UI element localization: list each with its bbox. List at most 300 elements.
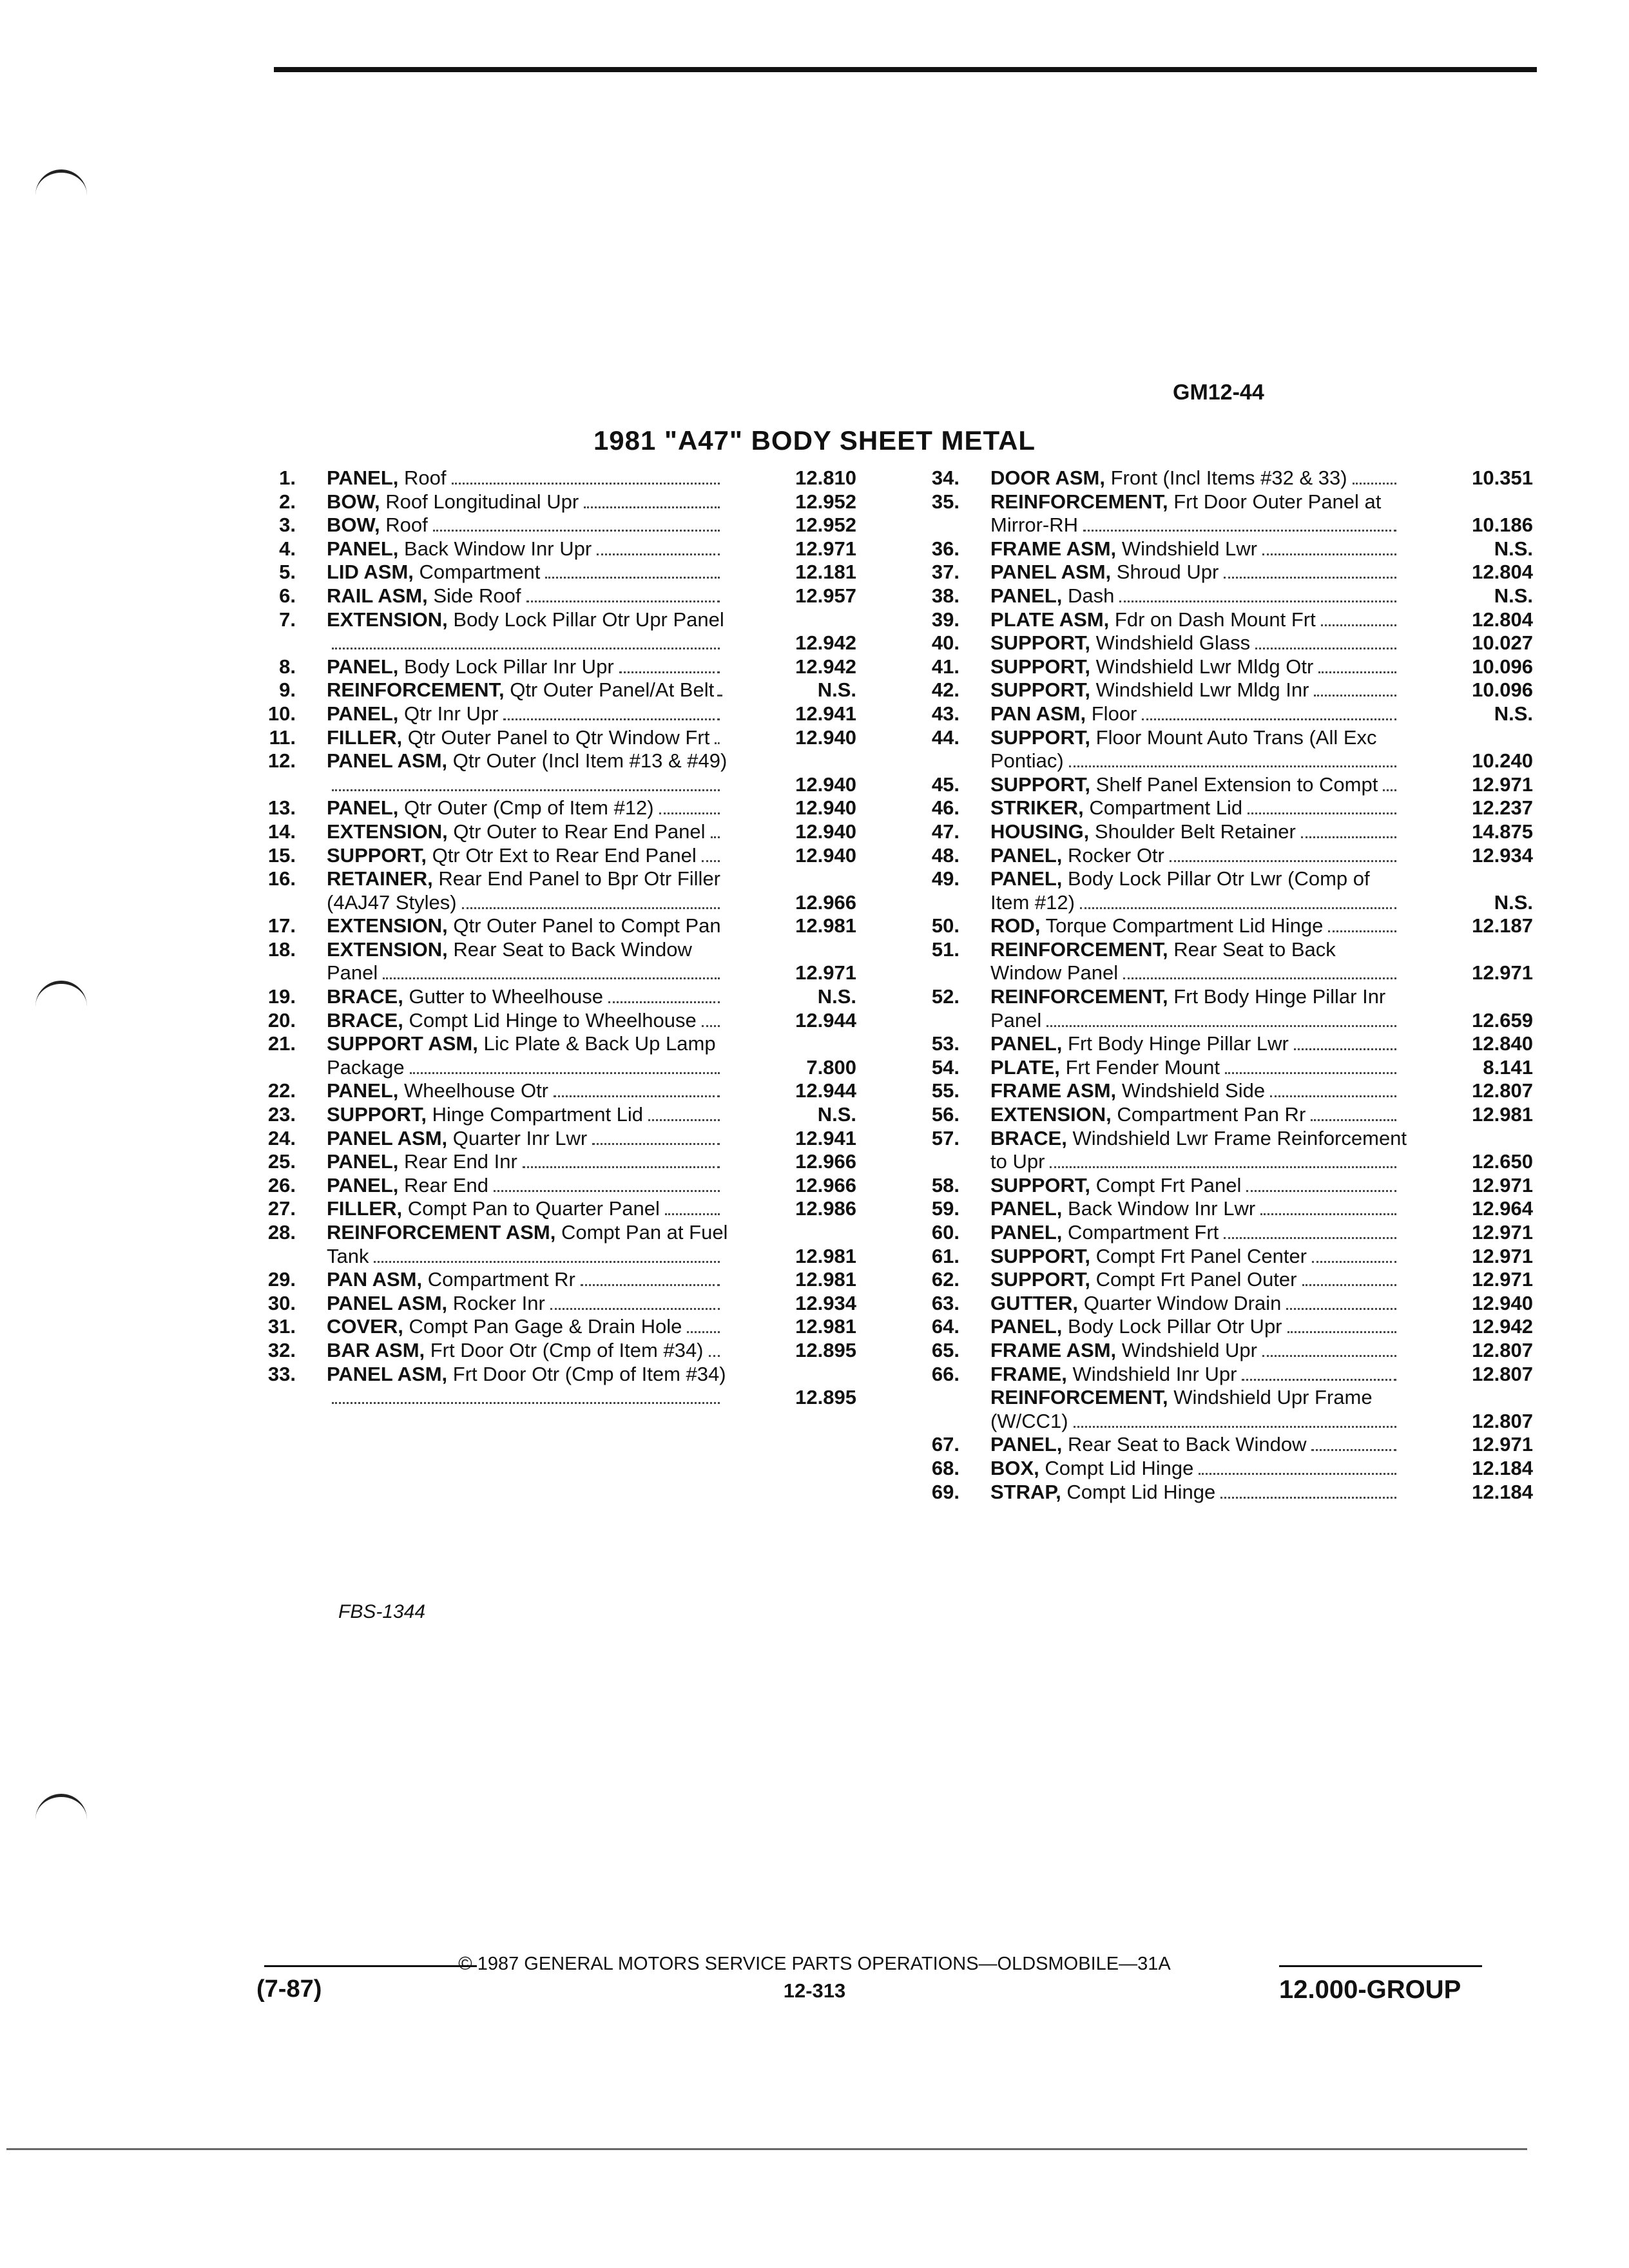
part-number: 53. xyxy=(931,1032,959,1055)
part-description xyxy=(990,1103,1408,1127)
part-detail: Dash xyxy=(1068,584,1115,607)
dot-leader xyxy=(1311,1449,1396,1451)
group-value: 12.981 xyxy=(795,1244,856,1267)
group-value: 12.981 xyxy=(795,1268,856,1291)
group-value: 12.944 xyxy=(795,1008,856,1032)
dot-leader xyxy=(1050,1166,1396,1168)
part-number: 67. xyxy=(931,1433,959,1456)
part-detail: Compt Lid Hinge xyxy=(1066,1480,1216,1503)
part-item xyxy=(255,584,860,608)
dot-leader xyxy=(1170,860,1396,862)
part-description xyxy=(327,867,731,914)
part-name: PANEL, xyxy=(990,1032,1063,1055)
part-name: PANEL, xyxy=(990,1315,1063,1338)
part-detail: Body Lock Pillar Inr Upr xyxy=(404,655,614,678)
part-description xyxy=(327,820,731,844)
part-detail: Rocker Otr xyxy=(1068,843,1164,867)
part-detail: Front (Incl Items #32 & 33) xyxy=(1110,466,1347,489)
part-description xyxy=(327,608,731,655)
part-detail: Body Lock Pillar Otr Upr Panel xyxy=(453,608,724,631)
part-name: PANEL, xyxy=(327,466,399,489)
dot-leader xyxy=(1074,1426,1396,1428)
group-value: 12.934 xyxy=(795,1291,856,1314)
part-description xyxy=(990,1315,1408,1339)
group-value: 14.875 xyxy=(1472,820,1533,843)
part-detail: Rear End Panel to Bpr Otr Filler (4AJ47 Styles) xyxy=(327,867,721,914)
part-detail: Qtr Outer (Incl Item #13 & #49) xyxy=(452,749,728,773)
dot-leader xyxy=(1083,530,1396,532)
part-detail: Qtr Outer to Rear End Panel xyxy=(453,820,706,843)
dot-leader xyxy=(592,1143,720,1145)
part-name: PANEL, xyxy=(990,1433,1063,1456)
part-detail: Rear Seat to Back Window xyxy=(1068,1433,1307,1456)
part-item xyxy=(918,1245,1537,1269)
part-description xyxy=(990,1245,1408,1269)
dot-leader xyxy=(1301,836,1396,838)
part-number: 64. xyxy=(931,1315,959,1338)
part-item xyxy=(918,655,1537,679)
part-detail: Windshield Lwr xyxy=(1121,537,1258,560)
part-name: SUPPORT ASM, xyxy=(327,1032,478,1055)
part-item xyxy=(918,490,1537,537)
part-description xyxy=(990,1174,1408,1198)
part-item xyxy=(918,796,1537,820)
part-detail: Shroud Upr xyxy=(1116,561,1219,584)
group-value: 12.659 xyxy=(1472,1008,1533,1032)
part-description xyxy=(990,702,1408,726)
part-number: 47. xyxy=(931,820,959,843)
part-number: 43. xyxy=(931,702,959,725)
group-value: 12.981 xyxy=(795,914,856,937)
part-description xyxy=(990,1221,1408,1245)
part-name: SUPPORT, xyxy=(990,1244,1091,1267)
part-item xyxy=(255,1197,860,1221)
part-name: FILLER, xyxy=(327,1197,403,1220)
part-item xyxy=(918,537,1537,561)
part-description xyxy=(327,537,731,561)
part-name: SUPPORT, xyxy=(327,843,427,867)
part-name: SUPPORT, xyxy=(990,655,1091,678)
dot-leader xyxy=(1142,718,1396,720)
group-value: N.S. xyxy=(1494,702,1533,725)
part-description xyxy=(327,1221,731,1268)
part-item xyxy=(255,1221,860,1268)
group-value: 12.971 xyxy=(1472,1221,1533,1244)
part-number: 66. xyxy=(931,1362,959,1385)
dot-leader xyxy=(332,1402,720,1404)
part-name: FRAME, xyxy=(990,1362,1067,1385)
part-description xyxy=(990,773,1408,797)
dot-leader xyxy=(1255,648,1396,649)
group-value: 12.952 xyxy=(795,514,856,537)
group-value: 12.966 xyxy=(795,1150,856,1173)
part-item xyxy=(918,678,1537,702)
part-number: 52. xyxy=(931,985,959,1008)
part-detail: Compt Pan at Fuel Tank xyxy=(327,1221,728,1267)
part-item xyxy=(918,985,1537,1032)
dot-leader xyxy=(1302,1284,1397,1286)
part-name: BOX, xyxy=(990,1456,1039,1479)
group-value: 12.966 xyxy=(795,1173,856,1196)
part-detail: Compartment Rr xyxy=(427,1268,575,1291)
part-description xyxy=(327,466,731,490)
part-number: 20. xyxy=(267,1008,296,1032)
dot-leader xyxy=(1312,1261,1396,1263)
part-item xyxy=(918,914,1537,938)
group-value: 12.981 xyxy=(795,1315,856,1338)
part-number: 17. xyxy=(267,914,296,937)
part-name: GUTTER, xyxy=(990,1291,1079,1314)
part-name: EXTENSION, xyxy=(327,820,448,843)
part-item xyxy=(255,914,860,938)
part-detail: Compartment xyxy=(419,561,541,584)
dot-leader xyxy=(1123,977,1396,979)
dot-leader xyxy=(332,648,720,649)
part-item xyxy=(255,1363,860,1410)
group-value: 12.804 xyxy=(1472,608,1533,631)
group-value: 12.840 xyxy=(1472,1032,1533,1055)
part-description xyxy=(327,1127,731,1151)
group-value: N.S. xyxy=(817,985,856,1008)
part-detail: Roof xyxy=(404,466,447,489)
group-value: 12.971 xyxy=(1472,1244,1533,1267)
part-description xyxy=(990,1457,1408,1481)
part-detail: Quarter Window Drain xyxy=(1083,1291,1282,1314)
part-detail: Windshield Lwr Mldg Otr xyxy=(1095,655,1314,678)
group-value: 12.942 xyxy=(795,631,856,655)
dot-leader xyxy=(1287,1331,1396,1333)
group-value: 12.971 xyxy=(1472,1173,1533,1196)
part-name: DOOR ASM, xyxy=(990,466,1105,489)
part-detail: Floor xyxy=(1091,702,1137,725)
part-number: 41. xyxy=(931,655,959,678)
part-detail: Frt Door Otr (Cmp of Item #34) xyxy=(430,1338,704,1361)
part-number: 51. xyxy=(931,937,959,961)
part-number: 22. xyxy=(267,1079,296,1102)
part-item xyxy=(255,1032,860,1079)
part-item xyxy=(255,514,860,537)
part-description xyxy=(990,631,1408,655)
part-item xyxy=(255,1268,860,1292)
part-name: PANEL ASM, xyxy=(327,1126,448,1149)
group-value: 12.940 xyxy=(795,820,856,843)
part-name: STRAP, xyxy=(990,1480,1061,1503)
group-value: 12.184 xyxy=(1472,1456,1533,1479)
part-number: 63. xyxy=(931,1291,959,1314)
part-number: 15. xyxy=(267,843,296,867)
dot-leader xyxy=(1262,1355,1396,1357)
part-item xyxy=(918,1127,1537,1174)
dot-leader xyxy=(1224,577,1396,579)
part-detail: Qtr Outer Panel/At Belt xyxy=(510,678,715,702)
part-number: 44. xyxy=(931,726,959,749)
part-number: 8. xyxy=(279,655,296,678)
part-description xyxy=(990,1339,1408,1363)
part-item xyxy=(255,561,860,584)
part-description xyxy=(327,938,731,985)
group-value: 10.186 xyxy=(1472,514,1533,537)
part-number: 35. xyxy=(931,490,959,513)
part-description xyxy=(990,1197,1408,1221)
part-number: 31. xyxy=(267,1315,296,1338)
part-detail: Compt Pan to Quarter Panel xyxy=(407,1197,660,1220)
part-name: PANEL ASM, xyxy=(327,1291,448,1314)
part-description xyxy=(327,985,731,1009)
part-detail: Gutter to Wheelhouse xyxy=(409,985,604,1008)
binder-hole-mark-top xyxy=(35,169,87,198)
part-detail: Shoulder Belt Retainer xyxy=(1094,820,1296,843)
part-item xyxy=(918,1221,1537,1245)
group-value: 8.141 xyxy=(1483,1055,1533,1079)
group-value: 12.941 xyxy=(795,1126,856,1149)
part-item xyxy=(255,1009,860,1033)
part-number: 62. xyxy=(931,1268,959,1291)
group-value: 12.807 xyxy=(1472,1362,1533,1385)
part-name: SUPPORT, xyxy=(990,773,1091,796)
part-description xyxy=(327,1103,731,1127)
dot-leader xyxy=(584,506,720,508)
group-value: 12.966 xyxy=(795,890,856,914)
part-name: RETAINER, xyxy=(327,867,433,890)
part-number: 58. xyxy=(931,1173,959,1196)
part-number: 18. xyxy=(267,937,296,961)
part-name: ROD, xyxy=(990,914,1041,937)
parts-list-left-column xyxy=(255,466,860,1410)
dot-leader xyxy=(1069,765,1396,767)
part-name: PANEL, xyxy=(990,1197,1063,1220)
part-detail: Floor Mount Auto Trans (All Exc Pontiac) xyxy=(990,726,1377,773)
part-description xyxy=(990,1481,1408,1504)
part-description xyxy=(327,514,731,537)
dot-leader xyxy=(709,1355,720,1357)
dot-leader xyxy=(545,577,720,579)
part-number: 19. xyxy=(267,985,296,1008)
part-detail: Back Window Inr Upr xyxy=(404,537,592,560)
part-number: 59. xyxy=(931,1197,959,1220)
part-item xyxy=(918,1079,1537,1103)
part-number: 69. xyxy=(931,1480,959,1503)
part-name: PAN ASM, xyxy=(990,702,1086,725)
dot-leader xyxy=(332,789,720,791)
part-name: REINFORCEMENT ASM, xyxy=(327,1221,556,1244)
part-number: 9. xyxy=(279,678,296,702)
part-name: BRACE, xyxy=(990,1126,1067,1149)
part-item xyxy=(255,608,860,655)
part-name: RAIL ASM, xyxy=(327,584,428,607)
part-number: 25. xyxy=(267,1150,296,1173)
part-description xyxy=(327,1292,731,1316)
part-number: 68. xyxy=(931,1456,959,1479)
group-value: 12.957 xyxy=(795,584,856,607)
group-value: 12.981 xyxy=(1472,1103,1533,1126)
part-description xyxy=(990,844,1408,868)
part-detail: Roof Longitudinal Upr xyxy=(385,490,579,513)
group-value: 12.237 xyxy=(1472,796,1533,820)
dot-leader xyxy=(410,1072,720,1074)
part-detail: Side Roof xyxy=(433,584,521,607)
part-detail: Windshield Glass xyxy=(1095,631,1251,655)
part-detail: Frt Door Otr (Cmp of Item #34) xyxy=(452,1362,726,1385)
part-name: BOW, xyxy=(327,490,380,513)
group-value: 12.940 xyxy=(795,843,856,867)
group-value: 12.895 xyxy=(795,1338,856,1361)
part-detail: Quarter Inr Lwr xyxy=(452,1126,588,1149)
part-name: PLATE, xyxy=(990,1055,1060,1079)
part-item xyxy=(255,1127,860,1151)
group-value: N.S. xyxy=(1494,537,1533,560)
part-description xyxy=(327,1174,731,1198)
part-name: BAR ASM, xyxy=(327,1338,425,1361)
part-number: 65. xyxy=(931,1338,959,1361)
part-description xyxy=(327,726,731,750)
part-description xyxy=(990,1292,1408,1316)
part-detail: Rear End xyxy=(404,1173,488,1196)
part-name: SUPPORT, xyxy=(990,678,1091,702)
part-number: 29. xyxy=(267,1268,296,1291)
dot-leader xyxy=(1199,1473,1396,1475)
revision-date: (7-87) xyxy=(256,1975,322,2003)
group-value: 10.240 xyxy=(1472,749,1533,773)
part-number: 42. xyxy=(931,678,959,702)
group-value: N.S. xyxy=(1494,890,1533,914)
part-number: 33. xyxy=(267,1362,296,1385)
part-description xyxy=(990,1363,1408,1387)
dot-leader xyxy=(550,1308,720,1310)
part-detail: Windshield Upr Frame (W/CC1) xyxy=(990,1386,1373,1432)
part-detail: Lic Plate & Back Up Lamp Package xyxy=(327,1032,716,1079)
dot-leader xyxy=(494,1190,720,1192)
part-description xyxy=(990,938,1408,985)
part-name: PLATE ASM, xyxy=(990,608,1110,631)
part-description xyxy=(990,1032,1408,1056)
part-name: REINFORCEMENT, xyxy=(990,937,1168,961)
group-value: 10.096 xyxy=(1472,678,1533,702)
part-item xyxy=(918,1056,1537,1080)
page-number: 12-313 xyxy=(783,1979,846,2002)
dot-leader xyxy=(702,1025,720,1027)
group-value: 10.096 xyxy=(1472,655,1533,678)
part-description xyxy=(990,584,1408,608)
part-name: PANEL, xyxy=(327,796,399,820)
part-item xyxy=(918,1174,1537,1198)
part-name: EXTENSION, xyxy=(327,914,448,937)
part-detail: Windshield Side xyxy=(1121,1079,1266,1102)
part-description xyxy=(327,1339,731,1363)
part-number: 34. xyxy=(931,466,959,489)
group-value: 12.940 xyxy=(1472,1291,1533,1314)
part-number: 30. xyxy=(267,1291,296,1314)
part-description xyxy=(990,561,1408,584)
dot-leader xyxy=(659,812,720,814)
document-id: GM12-44 xyxy=(1173,380,1264,405)
part-detail: Compt Lid Hinge to Wheelhouse xyxy=(409,1008,697,1032)
group-value: 12.941 xyxy=(795,702,856,725)
part-detail: Compt Frt Panel Outer xyxy=(1095,1268,1297,1291)
part-description xyxy=(327,1009,731,1033)
group-value: 12.940 xyxy=(795,796,856,820)
dot-leader xyxy=(702,860,720,862)
part-name: PANEL ASM, xyxy=(327,749,448,773)
part-detail: Windshield Inr Upr xyxy=(1072,1362,1237,1385)
part-item xyxy=(255,1292,860,1316)
dot-leader xyxy=(1286,1308,1396,1310)
part-description xyxy=(990,1079,1408,1103)
group-value: 10.027 xyxy=(1472,631,1533,655)
dot-leader xyxy=(1383,789,1396,791)
group-value: 12.895 xyxy=(795,1386,856,1409)
part-detail: Windshield Lwr Frame Reinforcement to Upr xyxy=(990,1126,1407,1173)
part-item xyxy=(918,938,1537,985)
part-item xyxy=(918,466,1537,490)
dot-leader xyxy=(1311,1119,1396,1121)
part-detail: Rear Seat to Back Window Panel xyxy=(327,937,692,985)
part-item xyxy=(255,749,860,796)
part-item xyxy=(255,844,860,868)
dot-leader xyxy=(554,1095,720,1097)
part-description xyxy=(990,466,1408,490)
part-number: 49. xyxy=(931,867,959,890)
part-detail: Body Lock Pillar Otr Upr xyxy=(1068,1315,1282,1338)
part-name: REINFORCEMENT, xyxy=(990,490,1168,513)
part-description xyxy=(990,655,1408,679)
part-detail: Wheelhouse Otr xyxy=(404,1079,549,1102)
part-name: PANEL, xyxy=(990,867,1063,890)
part-detail: Windshield Lwr Mldg Inr xyxy=(1095,678,1309,702)
part-description xyxy=(990,490,1408,537)
part-detail: Compartment Pan Rr xyxy=(1117,1103,1306,1126)
part-detail: Torque Compartment Lid Hinge xyxy=(1045,914,1324,937)
dot-leader xyxy=(1224,1237,1396,1239)
group-value: 12.181 xyxy=(795,561,856,584)
dot-leader xyxy=(1262,553,1396,555)
part-description xyxy=(327,749,731,796)
group-value: N.S. xyxy=(1494,584,1533,607)
group-value: 12.810 xyxy=(795,466,856,489)
part-description xyxy=(327,1032,731,1079)
part-description xyxy=(990,608,1408,632)
part-item xyxy=(255,726,860,750)
part-name: HOUSING, xyxy=(990,820,1090,843)
part-name: PANEL ASM, xyxy=(990,561,1112,584)
part-item xyxy=(255,1103,860,1127)
dot-leader xyxy=(1294,1048,1396,1050)
part-detail: Frt Body Hinge Pillar Inr Panel xyxy=(990,985,1386,1032)
part-name: PANEL, xyxy=(327,1150,399,1173)
part-description xyxy=(327,561,731,584)
part-item xyxy=(918,867,1537,914)
part-number: 50. xyxy=(931,914,959,937)
part-item xyxy=(255,1315,860,1339)
part-name: SUPPORT, xyxy=(990,726,1091,749)
binder-hole-mark-bottom xyxy=(35,1794,87,1823)
part-name: BRACE, xyxy=(327,985,403,1008)
group-value: 12.940 xyxy=(795,726,856,749)
part-name: EXTENSION, xyxy=(327,608,448,631)
part-name: FRAME ASM, xyxy=(990,537,1117,560)
dot-leader xyxy=(1260,1213,1396,1215)
part-description xyxy=(327,655,731,679)
part-number: 46. xyxy=(931,796,959,820)
part-description xyxy=(990,914,1408,938)
dot-leader xyxy=(619,671,720,673)
group-value: 12.971 xyxy=(1472,1268,1533,1291)
part-detail: Body Lock Pillar Otr Lwr (Comp of Item #12) xyxy=(990,867,1370,914)
part-description xyxy=(327,702,731,726)
dot-leader xyxy=(1220,1497,1396,1499)
part-number: 27. xyxy=(267,1197,296,1220)
part-item xyxy=(255,985,860,1009)
dot-leader xyxy=(711,836,720,838)
